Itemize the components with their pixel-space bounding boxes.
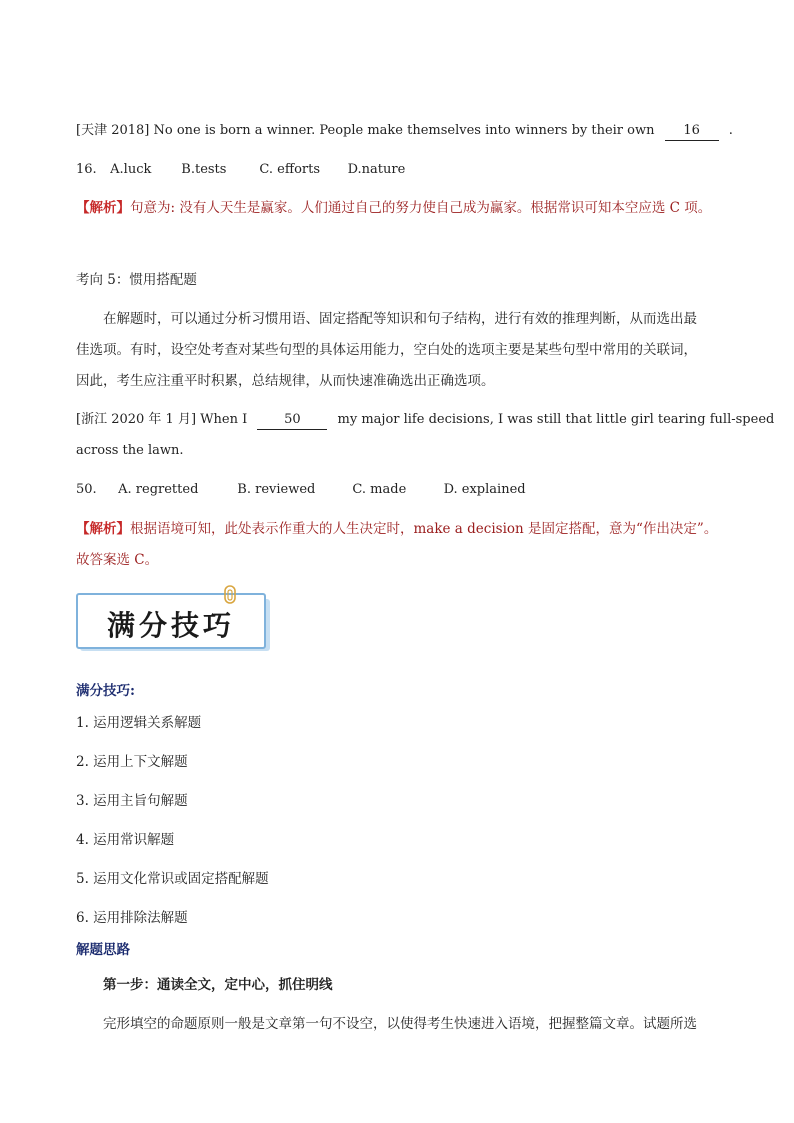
q50-option-d: D. explained: [443, 482, 526, 497]
paper-clip-icon: [222, 585, 238, 605]
tips-item: 2. 运用上下文解题: [76, 754, 188, 770]
q16-options: [76, 161, 405, 179]
tips-item: 4. 运用常识解题: [76, 832, 175, 848]
section5-heading: 考向 5：惯用搭配题: [76, 272, 197, 288]
banner-title: 满分技巧: [106, 609, 235, 642]
q16-blank: 16: [665, 122, 719, 141]
q50-text-before: When I: [200, 412, 248, 427]
q16-text: No one is born a winner. People make themselves into winners by their own: [153, 123, 655, 138]
tips-item: 5. 运用文化常识或固定搭配解题: [76, 871, 269, 887]
q16-option-d: D.nature: [347, 162, 406, 177]
section5-para-line: 佳选项。有时，设空处考查对某些句型的具体运用能力，空白处的选项主要是某些句型中常用的关联词，: [76, 342, 697, 358]
q50-option-a: A. regretted: [118, 482, 199, 497]
section5-para-line: 在解题时，可以通过分析习惯用语、固定搭配等知识和句子结构，进行有效的推理判断，从而选出最: [103, 311, 697, 327]
q16-option-a: A.luck: [110, 162, 152, 177]
tips-heading: 满分技巧:: [76, 683, 135, 699]
q50-analysis-line2: 故答案选 C。: [76, 552, 159, 568]
q50-number: 50.: [76, 482, 97, 497]
q16-source: [天津 2018]: [76, 123, 150, 138]
q50-text-after: my major life decisions, I was still that little girl tearing full-speed: [337, 412, 775, 427]
q16-option-b: B.tests: [181, 162, 227, 177]
q50-sentence-line2: across the lawn.: [76, 443, 184, 458]
q16-sentence: [76, 122, 733, 141]
q16-number: 16.: [76, 162, 97, 177]
q50-option-c: C. made: [352, 482, 407, 497]
q50-analysis-tag: 【解析】: [76, 521, 130, 537]
tips-item: 3. 运用主旨句解题: [76, 793, 188, 809]
approach-step1: 第一步：通读全文，定中心，抓住明线: [103, 977, 333, 993]
approach-heading: 解题思路: [76, 942, 130, 958]
q16-end: .: [728, 123, 733, 138]
q16-analysis: [76, 199, 711, 217]
q50-blank: 50: [257, 411, 327, 430]
q16-analysis-text: 句意为: 没有人天生是赢家。人们通过自己的努力使自己成为赢家。根据常识可知本空应选 C 项。: [130, 200, 712, 216]
q50-option-b: B. reviewed: [237, 482, 316, 497]
q50-analysis-text: 根据语境可知，此处表示作重大的人生决定时，make a decision 是固定搭配，意为“作出决定”。: [130, 521, 718, 537]
section-banner: [72, 585, 272, 657]
q16-analysis-tag: 【解析】: [76, 200, 130, 216]
section5-paragraph: [76, 304, 718, 397]
section5-para-line: 因此，考生应注重平时积累，总结规律，从而快速准确选出正确选项。: [76, 373, 495, 389]
approach-paragraph: 完形填空的命题原则一般是文章第一句不设空，以使得考生快速进入语境，把握整篇文章。试题所选: [103, 1016, 697, 1032]
q50-options: [76, 481, 526, 499]
q16-option-c: C. efforts: [259, 162, 321, 177]
q50-source: [浙江 2020 年 1 月]: [76, 412, 197, 427]
tips-item: 1. 运用逻辑关系解题: [76, 715, 202, 731]
tips-item: 6. 运用排除法解题: [76, 910, 188, 926]
q50-sentence: [76, 411, 774, 430]
q50-analysis: [76, 520, 717, 538]
